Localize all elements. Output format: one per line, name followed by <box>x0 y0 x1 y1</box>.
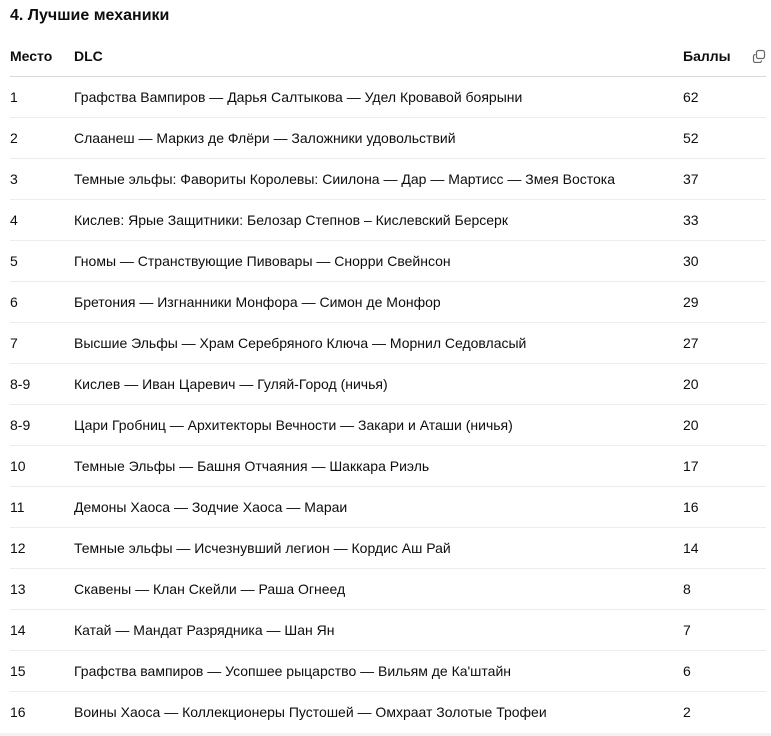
table-row <box>10 405 766 446</box>
cell-place: 10 <box>10 446 74 487</box>
table-row <box>10 610 766 651</box>
cell-dlc: Темные эльфы: Фавориты Королевы: Сиилона — Дар — Мартисс — Змея Востока <box>74 159 683 200</box>
cell-place: 12 <box>10 528 74 569</box>
column-header-dlc: DLC <box>74 36 683 77</box>
cell-score: 14 <box>683 528 766 569</box>
cell-score: 20 <box>683 405 766 446</box>
table-row <box>10 569 766 610</box>
cell-dlc: Темные Эльфы — Башня Отчаяния — Шаккара Риэль <box>74 446 683 487</box>
table-body <box>10 77 766 733</box>
table-row <box>10 323 766 364</box>
cell-score: 2 <box>683 704 691 720</box>
table-header-row <box>10 36 766 77</box>
cell-place: 3 <box>10 159 74 200</box>
cell-place: 16 <box>10 704 26 720</box>
cell-score: 7 <box>683 610 766 651</box>
cell-dlc: Скавены — Клан Скейли — Раша Огнеед <box>74 569 683 610</box>
cell-place: 5 <box>10 241 74 282</box>
table-row <box>10 200 766 241</box>
cell-dlc: Бретония — Изгнанники Монфора — Симон де Монфор <box>74 282 683 323</box>
cell-score: 8 <box>683 569 766 610</box>
cell-score: 30 <box>683 241 766 282</box>
table-row <box>10 77 766 118</box>
cell-score: 6 <box>683 651 766 692</box>
cell-dlc: Цари Гробниц — Архитекторы Вечности — Закари и Аташи (ничья) <box>74 405 683 446</box>
cell-place: 11 <box>10 487 74 528</box>
cell-dlc: Воины Хаоса — Коллекционеры Пустошей — Омхраат Золотые Трофеи <box>74 704 547 720</box>
cell-place: 15 <box>10 651 74 692</box>
cell-dlc: Кислев — Иван Царевич — Гуляй-Город (ничья) <box>74 364 683 405</box>
cell-dlc: Катай — Мандат Разрядника — Шан Ян <box>74 610 683 651</box>
table-row <box>10 159 766 200</box>
table-row <box>10 651 766 692</box>
cell-dlc: Высшие Эльфы — Храм Серебряного Ключа — Морнил Седовласый <box>74 323 683 364</box>
table-row <box>10 241 766 282</box>
cell-score: 17 <box>683 446 766 487</box>
cell-place: 14 <box>10 610 74 651</box>
rankings-table <box>10 36 766 732</box>
cell-dlc: Графства Вампиров — Дарья Салтыкова — Удел Кровавой боярыни <box>74 77 683 118</box>
table-row <box>10 528 766 569</box>
cell-dlc: Темные эльфы — Исчезнувший легион — Кордис Аш Рай <box>74 528 683 569</box>
cell-score: 62 <box>683 77 766 118</box>
cell-score: 52 <box>683 118 766 159</box>
table-row <box>10 487 766 528</box>
column-header-score-label: Баллы <box>683 48 731 64</box>
cell-place: 8-9 <box>10 405 74 446</box>
cell-place: 7 <box>10 323 74 364</box>
column-header-score <box>683 36 766 77</box>
table-row <box>10 364 766 405</box>
copy-icon[interactable] <box>752 49 766 63</box>
column-header-place: Место <box>10 36 74 77</box>
cell-score: 27 <box>683 323 766 364</box>
cell-score: 33 <box>683 200 766 241</box>
cell-score: 16 <box>683 487 766 528</box>
table-row <box>10 282 766 323</box>
cell-score: 20 <box>683 364 766 405</box>
cell-dlc: Графства вампиров — Усопшее рыцарство — Вильям де Ка'штайн <box>74 651 683 692</box>
cell-place: 1 <box>10 77 74 118</box>
cell-place: 2 <box>10 118 74 159</box>
cell-place: 4 <box>10 200 74 241</box>
cell-score: 37 <box>683 159 766 200</box>
cell-dlc: Гномы — Странствующие Пивовары — Снорри Свейнсон <box>74 241 683 282</box>
cell-dlc: Демоны Хаоса — Зодчие Хаоса — Мараи <box>74 487 683 528</box>
cell-score: 29 <box>683 282 766 323</box>
cell-place: 13 <box>10 569 74 610</box>
cell-dlc: Слаанеш — Маркиз де Флёри — Заложники удовольствий <box>74 118 683 159</box>
table-row <box>10 118 766 159</box>
cell-place: 8-9 <box>10 364 74 405</box>
cell-place: 6 <box>10 282 74 323</box>
table-row <box>10 446 766 487</box>
cell-dlc: Кислев: Ярые Защитники: Белозар Степнов – Кислевский Берсерк <box>74 200 683 241</box>
table-row <box>10 692 766 733</box>
section-heading: 4. Лучшие механики <box>10 7 170 24</box>
